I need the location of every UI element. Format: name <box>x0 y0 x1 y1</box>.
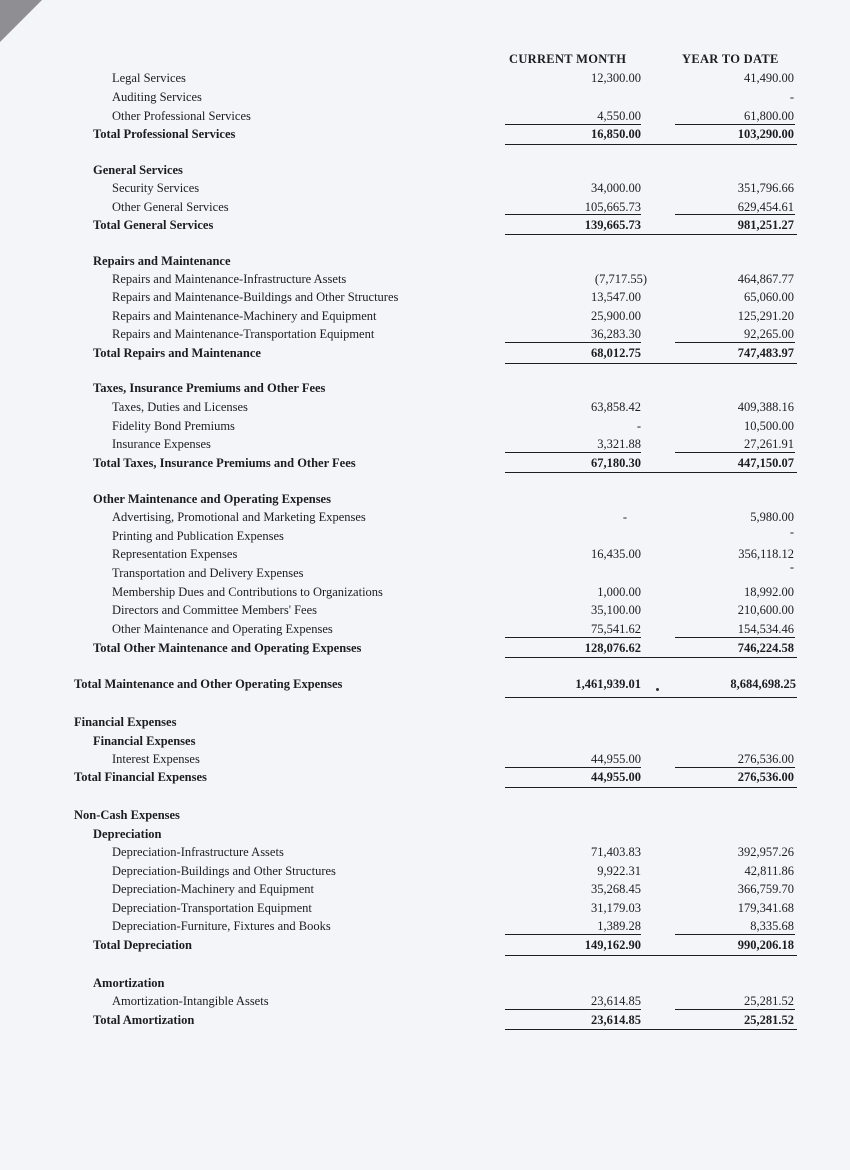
subtotal-rule-cm <box>505 934 641 935</box>
row-label: Total General Services <box>93 218 214 232</box>
current-month-value: - <box>636 419 641 433</box>
year-to-date-value: 276,536.00 <box>737 752 794 766</box>
section-header-repairs-and-maintenance <box>0 252 850 270</box>
current-month-value: 44,955.00 <box>591 770 641 784</box>
row-label: Repairs and Maintenance-Buildings and Other Structures <box>112 290 399 304</box>
row-label: Representation Expenses <box>112 547 238 561</box>
current-month-value: 139,665.73 <box>584 218 641 232</box>
row-amortization-intangible <box>0 992 850 1010</box>
total-rule <box>505 955 797 956</box>
current-month-value: 36,283.30 <box>591 327 641 341</box>
row-fidelity-bond-premiums <box>0 417 850 435</box>
year-to-date-value: 42,811.86 <box>744 864 794 878</box>
current-month-value: 16,850.00 <box>591 127 641 141</box>
row-label: Depreciation-Furniture, Fixtures and Books <box>112 919 331 933</box>
current-month-value: (7,717.55) <box>594 272 647 286</box>
row-label: Fidelity Bond Premiums <box>112 419 235 433</box>
subsection-label: Amortization <box>93 976 165 990</box>
subtotal-rule-ytd <box>675 1009 795 1010</box>
year-to-date-value: 447,150.07 <box>737 456 794 470</box>
row-security-services <box>0 179 850 197</box>
row-label: Taxes, Duties and Licenses <box>112 400 248 414</box>
row-label: Total Repairs and Maintenance <box>93 346 261 360</box>
section-label: Financial Expenses <box>74 715 177 729</box>
total-rule <box>505 787 797 788</box>
current-month-value: - <box>622 510 627 524</box>
row-total-amortization <box>0 1011 850 1029</box>
current-month-value: 1,389.28 <box>597 919 641 933</box>
row-label: Repairs and Maintenance-Machinery and Equipment <box>112 309 377 323</box>
year-to-date-value: 276,536.00 <box>737 770 794 784</box>
subtotal-rule-cm <box>505 452 641 453</box>
current-month-value: 35,268.45 <box>591 882 641 896</box>
current-month-value: 35,100.00 <box>591 603 641 617</box>
scan-speck <box>656 688 659 691</box>
page-corner-fold <box>0 0 42 42</box>
subtotal-rule-ytd <box>675 934 795 935</box>
subtotal-rule-ytd <box>675 452 795 453</box>
year-to-date-value: 356,118.12 <box>738 547 794 561</box>
row-label: Security Services <box>112 181 200 195</box>
year-to-date-value: - <box>789 525 794 539</box>
year-to-date-value: 210,600.00 <box>737 603 794 617</box>
row-label: Legal Services <box>112 71 186 85</box>
current-month-value: 4,550.00 <box>597 109 641 123</box>
row-label: Other General Services <box>112 200 229 214</box>
year-to-date-value: 366,759.70 <box>737 882 794 896</box>
row-other-mooe <box>0 620 850 638</box>
row-repairs-buildings <box>0 288 850 306</box>
year-to-date-value: - <box>789 90 794 104</box>
total-rule <box>505 472 797 473</box>
row-depreciation-transportation <box>0 899 850 917</box>
row-label: Amortization-Intangible Assets <box>112 994 269 1008</box>
year-to-date-value: 154,534.46 <box>737 622 794 636</box>
year-to-date-value: 392,957.26 <box>737 845 794 859</box>
row-label: Total Professional Services <box>93 127 236 141</box>
row-label: Auditing Services <box>112 90 202 104</box>
row-repairs-machinery <box>0 307 850 325</box>
year-to-date-value: 5,980.00 <box>750 510 794 524</box>
row-label: Depreciation-Buildings and Other Structures <box>112 864 336 878</box>
subtotal-rule-ytd <box>675 342 795 343</box>
year-to-date-value: 65,060.00 <box>744 290 794 304</box>
current-month-value: 1,000.00 <box>597 585 641 599</box>
section-label: Non-Cash Expenses <box>74 808 180 822</box>
current-month-value: 105,665.73 <box>584 200 641 214</box>
row-label: Repairs and Maintenance-Transportation Equipment <box>112 327 375 341</box>
subsection-header-depreciation <box>0 825 850 843</box>
current-month-value: 71,403.83 <box>591 845 641 859</box>
current-month-value: 31,179.03 <box>591 901 641 915</box>
row-auditing-services <box>0 88 850 106</box>
row-taxes-duties-licenses <box>0 398 850 416</box>
year-to-date-value: 41,490.00 <box>744 71 794 85</box>
current-month-value: 23,614.85 <box>591 994 641 1008</box>
row-total-general-services <box>0 216 850 234</box>
year-to-date-value: 8,335.68 <box>750 919 794 933</box>
row-label: Repairs and Maintenance-Infrastructure Assets <box>112 272 347 286</box>
row-advertising-expenses <box>0 508 850 526</box>
row-label: Total Other Maintenance and Operating Expenses <box>93 641 362 655</box>
row-label: Interest Expenses <box>112 752 200 766</box>
row-label: Other Professional Services <box>112 109 251 123</box>
total-rule <box>505 1029 797 1030</box>
subtotal-rule-cm <box>505 1009 641 1010</box>
total-rule <box>505 697 797 698</box>
row-label: Other Maintenance and Operating Expenses <box>112 622 333 636</box>
row-total-repairs-and-maintenance <box>0 344 850 362</box>
year-to-date-value: 629,454.61 <box>737 200 794 214</box>
year-to-date-value: 25,281.52 <box>744 994 794 1008</box>
row-total-taxes-insurance <box>0 454 850 472</box>
row-depreciation-infrastructure <box>0 843 850 861</box>
section-label: General Services <box>93 163 183 177</box>
current-month-value: 16,435.00 <box>591 547 641 561</box>
year-to-date-value: 125,291.20 <box>737 309 794 323</box>
row-repairs-transportation <box>0 325 850 343</box>
current-month-value: 75,541.62 <box>591 622 641 636</box>
year-to-date-value: 746,224.58 <box>737 641 794 655</box>
year-to-date-value: 61,800.00 <box>744 109 794 123</box>
row-representation-expenses <box>0 545 850 563</box>
current-month-value: 1,461,939.01 <box>575 677 641 691</box>
subtotal-rule-cm <box>505 637 641 638</box>
subtotal-rule-ytd <box>675 637 795 638</box>
subsection-label: Financial Expenses <box>93 734 196 748</box>
row-interest-expenses <box>0 750 850 768</box>
total-rule <box>505 363 797 364</box>
row-depreciation-furniture <box>0 917 850 935</box>
row-other-professional-services <box>0 107 850 125</box>
year-to-date-value: - <box>789 560 794 574</box>
row-total-professional-services <box>0 125 850 143</box>
year-to-date-value: 92,265.00 <box>744 327 794 341</box>
current-month-value: 25,900.00 <box>591 309 641 323</box>
row-label: Membership Dues and Contributions to Organizations <box>112 585 383 599</box>
current-month-value: 67,180.30 <box>591 456 641 470</box>
subsection-header-amortization <box>0 974 850 992</box>
row-directors-fees <box>0 601 850 619</box>
row-label: Total Taxes, Insurance Premiums and Other Fees <box>93 456 356 470</box>
year-to-date-value: 351,796.66 <box>737 181 794 195</box>
col-header-year-to-date: YEAR TO DATE <box>682 52 779 66</box>
year-to-date-value: 981,251.27 <box>737 218 794 232</box>
row-label: Total Amortization <box>93 1013 195 1027</box>
row-transportation-delivery <box>0 560 850 582</box>
subtotal-rule-cm <box>505 214 641 215</box>
year-to-date-value: 8,684,698.25 <box>730 677 796 691</box>
section-label: Taxes, Insurance Premiums and Other Fees <box>93 381 326 395</box>
row-depreciation-buildings <box>0 862 850 880</box>
section-header-taxes-insurance <box>0 379 850 397</box>
row-total-depreciation <box>0 936 850 954</box>
year-to-date-value: 990,206.18 <box>737 938 794 952</box>
year-to-date-value: 10,500.00 <box>744 419 794 433</box>
section-header-non-cash-expenses <box>0 806 850 824</box>
row-label: Advertising, Promotional and Marketing Expenses <box>112 510 366 524</box>
row-label: Printing and Publication Expenses <box>112 529 284 543</box>
row-total-other-mooe <box>0 639 850 657</box>
row-label: Depreciation-Machinery and Equipment <box>112 882 315 896</box>
current-month-value: 13,547.00 <box>591 290 641 304</box>
row-label: Total Financial Expenses <box>74 770 207 784</box>
current-month-value: 23,614.85 <box>591 1013 641 1027</box>
year-to-date-value: 747,483.97 <box>737 346 794 360</box>
subsection-header-financial-expenses <box>0 732 850 750</box>
current-month-value: 3,321.88 <box>597 437 641 451</box>
row-total-mooe <box>0 675 850 693</box>
section-header-other-mooe <box>0 490 850 508</box>
current-month-value: 12,300.00 <box>591 71 641 85</box>
section-header-general-services <box>0 161 850 179</box>
subtotal-rule-ytd <box>675 214 795 215</box>
year-to-date-value: 103,290.00 <box>737 127 794 141</box>
year-to-date-value: 464,867.77 <box>737 272 794 286</box>
current-month-value: 68,012.75 <box>591 346 641 360</box>
current-month-value: 34,000.00 <box>591 181 641 195</box>
row-label: Total Depreciation <box>93 938 192 952</box>
row-total-financial-expenses <box>0 768 850 786</box>
current-month-value: 44,955.00 <box>591 752 641 766</box>
row-label: Transportation and Delivery Expenses <box>112 566 304 580</box>
year-to-date-value: 179,341.68 <box>737 901 794 915</box>
row-repairs-infrastructure <box>0 270 850 288</box>
row-label: Depreciation-Transportation Equipment <box>112 901 312 915</box>
section-label: Other Maintenance and Operating Expenses <box>93 492 331 506</box>
section-header-financial-expenses <box>0 713 850 731</box>
year-to-date-value: 27,261.91 <box>744 437 794 451</box>
year-to-date-value: 18,992.00 <box>744 585 794 599</box>
row-legal-services <box>0 69 850 87</box>
current-month-value: 9,922.31 <box>597 864 641 878</box>
total-rule <box>505 234 797 235</box>
row-label: Insurance Expenses <box>112 437 211 451</box>
row-insurance-expenses <box>0 435 850 453</box>
row-depreciation-machinery <box>0 880 850 898</box>
current-month-value: 128,076.62 <box>584 641 641 655</box>
row-label: Directors and Committee Members' Fees <box>112 603 317 617</box>
row-label: Depreciation-Infrastructure Assets <box>112 845 284 859</box>
section-label: Repairs and Maintenance <box>93 254 231 268</box>
total-rule <box>505 657 797 658</box>
current-month-value: 149,162.90 <box>584 938 641 952</box>
total-rule <box>505 144 797 145</box>
row-label: Total Maintenance and Other Operating Expenses <box>74 677 343 691</box>
subsection-label: Depreciation <box>93 827 162 841</box>
current-month-value: 63,858.42 <box>591 400 641 414</box>
row-printing-publication <box>0 527 850 545</box>
year-to-date-value: 25,281.52 <box>744 1013 794 1027</box>
col-header-current-month: CURRENT MONTH <box>509 52 627 66</box>
subtotal-rule-cm <box>505 342 641 343</box>
year-to-date-value: 409,388.16 <box>737 400 794 414</box>
row-membership-dues <box>0 583 850 601</box>
